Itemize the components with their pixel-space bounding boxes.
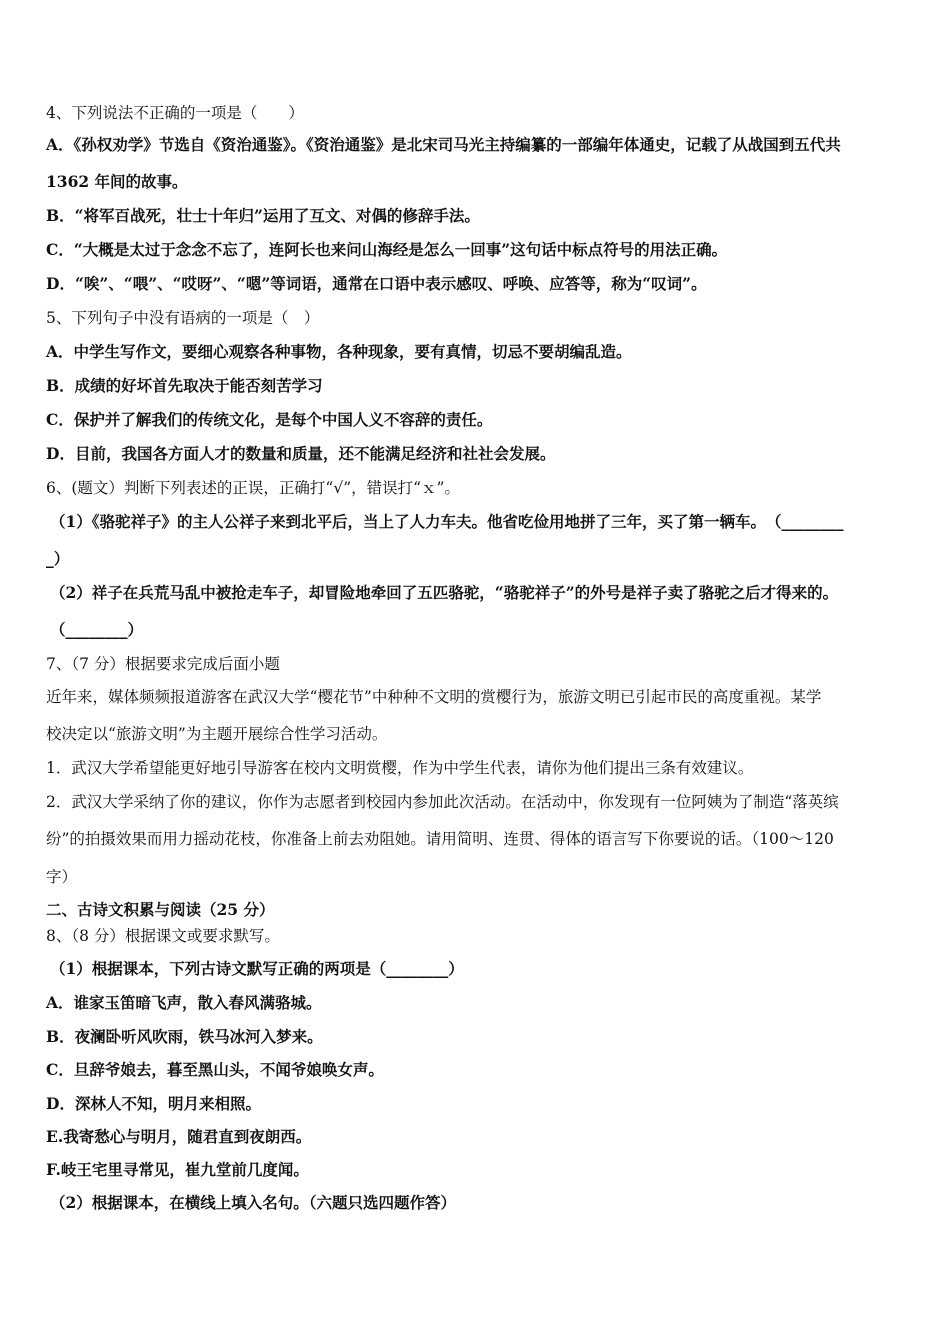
q8-option-c: C．旦辞爷娘去，暮至黑山头，不闻爷娘唤女声。 bbox=[46, 1060, 384, 1079]
q8-option-e: E.我寄愁心与明月，随君直到夜朗西。 bbox=[46, 1127, 312, 1146]
q5-stem: 5、下列句子中没有语病的一项是（ ） bbox=[46, 309, 320, 327]
q7-task-2-end: 字） bbox=[46, 868, 78, 886]
q4-stem: 4、下列说法不正确的一项是（ ） bbox=[46, 104, 304, 122]
q5-option-b: B．成绩的好坏首先取决于能否刻苦学习 bbox=[46, 376, 323, 395]
q8-option-a: A．谁家玉笛暗飞声，散入春风满骆城。 bbox=[46, 993, 322, 1012]
q4-option-d: D．“唉”、“喂”、“哎呀”、“嗯”等词语，通常在口语中表示感叹、呼唤、应答等，称为“叹词”。 bbox=[46, 274, 707, 293]
q6-statement-2: （2）祥子在兵荒马乱中被抢走车子，却冒险地牵回了五匹骆驼，“骆驼祥子”的外号是祥子卖了骆驼之后才得来的。 bbox=[50, 583, 839, 602]
q4-option-a: A．《孙权劝学》节选自《资治通鉴》。《资治通鉴》是北宋司马光主持编纂的一部编年体通史，记载了从战国到五代共 bbox=[46, 135, 841, 154]
q5-option-c: C．保护并了解我们的传统文化，是每个中国人义不容辞的责任。 bbox=[46, 410, 493, 429]
section-2-heading: 二、古诗文积累与阅读（25 分） bbox=[46, 900, 275, 919]
q8-stem: 8、（8 分）根据课文或要求默写。 bbox=[46, 927, 280, 945]
q7-task-2: 2．武汉大学采纳了你的建议，你作为志愿者到校园内参加此次活动。在活动中，你发现有一位阿姨为了制造“落英缤 bbox=[46, 793, 839, 811]
q6-statement-2-blank: （________） bbox=[50, 620, 144, 639]
q6-stem: 6、(题文）判断下列表述的正误，正确打“√”，错误打“ｘ”。 bbox=[46, 479, 460, 497]
q7-passage-line-1: 近年来，媒体频频报道游客在武汉大学“樱花节”中种种不文明的赏樱行为，旅游文明已引起市民的高度重视。某学 bbox=[46, 688, 822, 706]
q8-sub-2: （2）根据课本，在横线上填入名句。（六题只选四题作答） bbox=[50, 1193, 457, 1212]
q7-stem: 7、（7 分）根据要求完成后面小题 bbox=[46, 655, 280, 673]
q5-option-a: A．中学生写作文，要细心观察各种事物，各种现象，要有真情，切忌不要胡编乱造。 bbox=[46, 342, 632, 361]
q6-statement-1: （1）《骆驼祥子》的主人公祥子来到北平后，当上了人力车夫。他省吃俭用地拼了三年，买了第一辆车。 （________ bbox=[50, 512, 844, 531]
q8-option-d: D．深林人不知，明月来相照。 bbox=[46, 1094, 261, 1113]
q8-option-b: B．夜澜卧听风吹雨，铁马冰河入梦来。 bbox=[46, 1027, 323, 1046]
q8-sub-1: （1）根据课本，下列古诗文默写正确的两项是（________） bbox=[50, 959, 464, 978]
q4-option-b: B．“将军百战死，壮士十年归”运用了互文、对偶的修辞手法。 bbox=[46, 206, 480, 225]
q5-option-d: D．目前，我国各方面人才的数量和质量，还不能满足经济和社社会发展。 bbox=[46, 444, 556, 463]
q7-task-2-cont: 纷”的拍摄效果而用力摇动花枝，你准备上前去劝阻她。请用简明、连贯、得体的语言写下你要说的话。（100～120 bbox=[46, 830, 834, 848]
q4-option-c: C．“大概是太过于念念不忘了，连阿长也来问山海经是怎么一回事”这句话中标点符号的用法正确。 bbox=[46, 240, 728, 259]
q4-option-a-cont: 1362 年间的故事。 bbox=[46, 172, 188, 191]
q7-task-1: 1．武汉大学希望能更好地引导游客在校内文明赏樱，作为中学生代表，请你为他们提出三条有效建议。 bbox=[46, 759, 754, 777]
q8-option-f: F.岐王宅里寻常见，崔九堂前几度闻。 bbox=[46, 1160, 309, 1179]
q7-passage-line-2: 校决定以“旅游文明”为主题开展综合性学习活动。 bbox=[46, 725, 388, 743]
q6-statement-1-blank: _） bbox=[46, 549, 70, 568]
